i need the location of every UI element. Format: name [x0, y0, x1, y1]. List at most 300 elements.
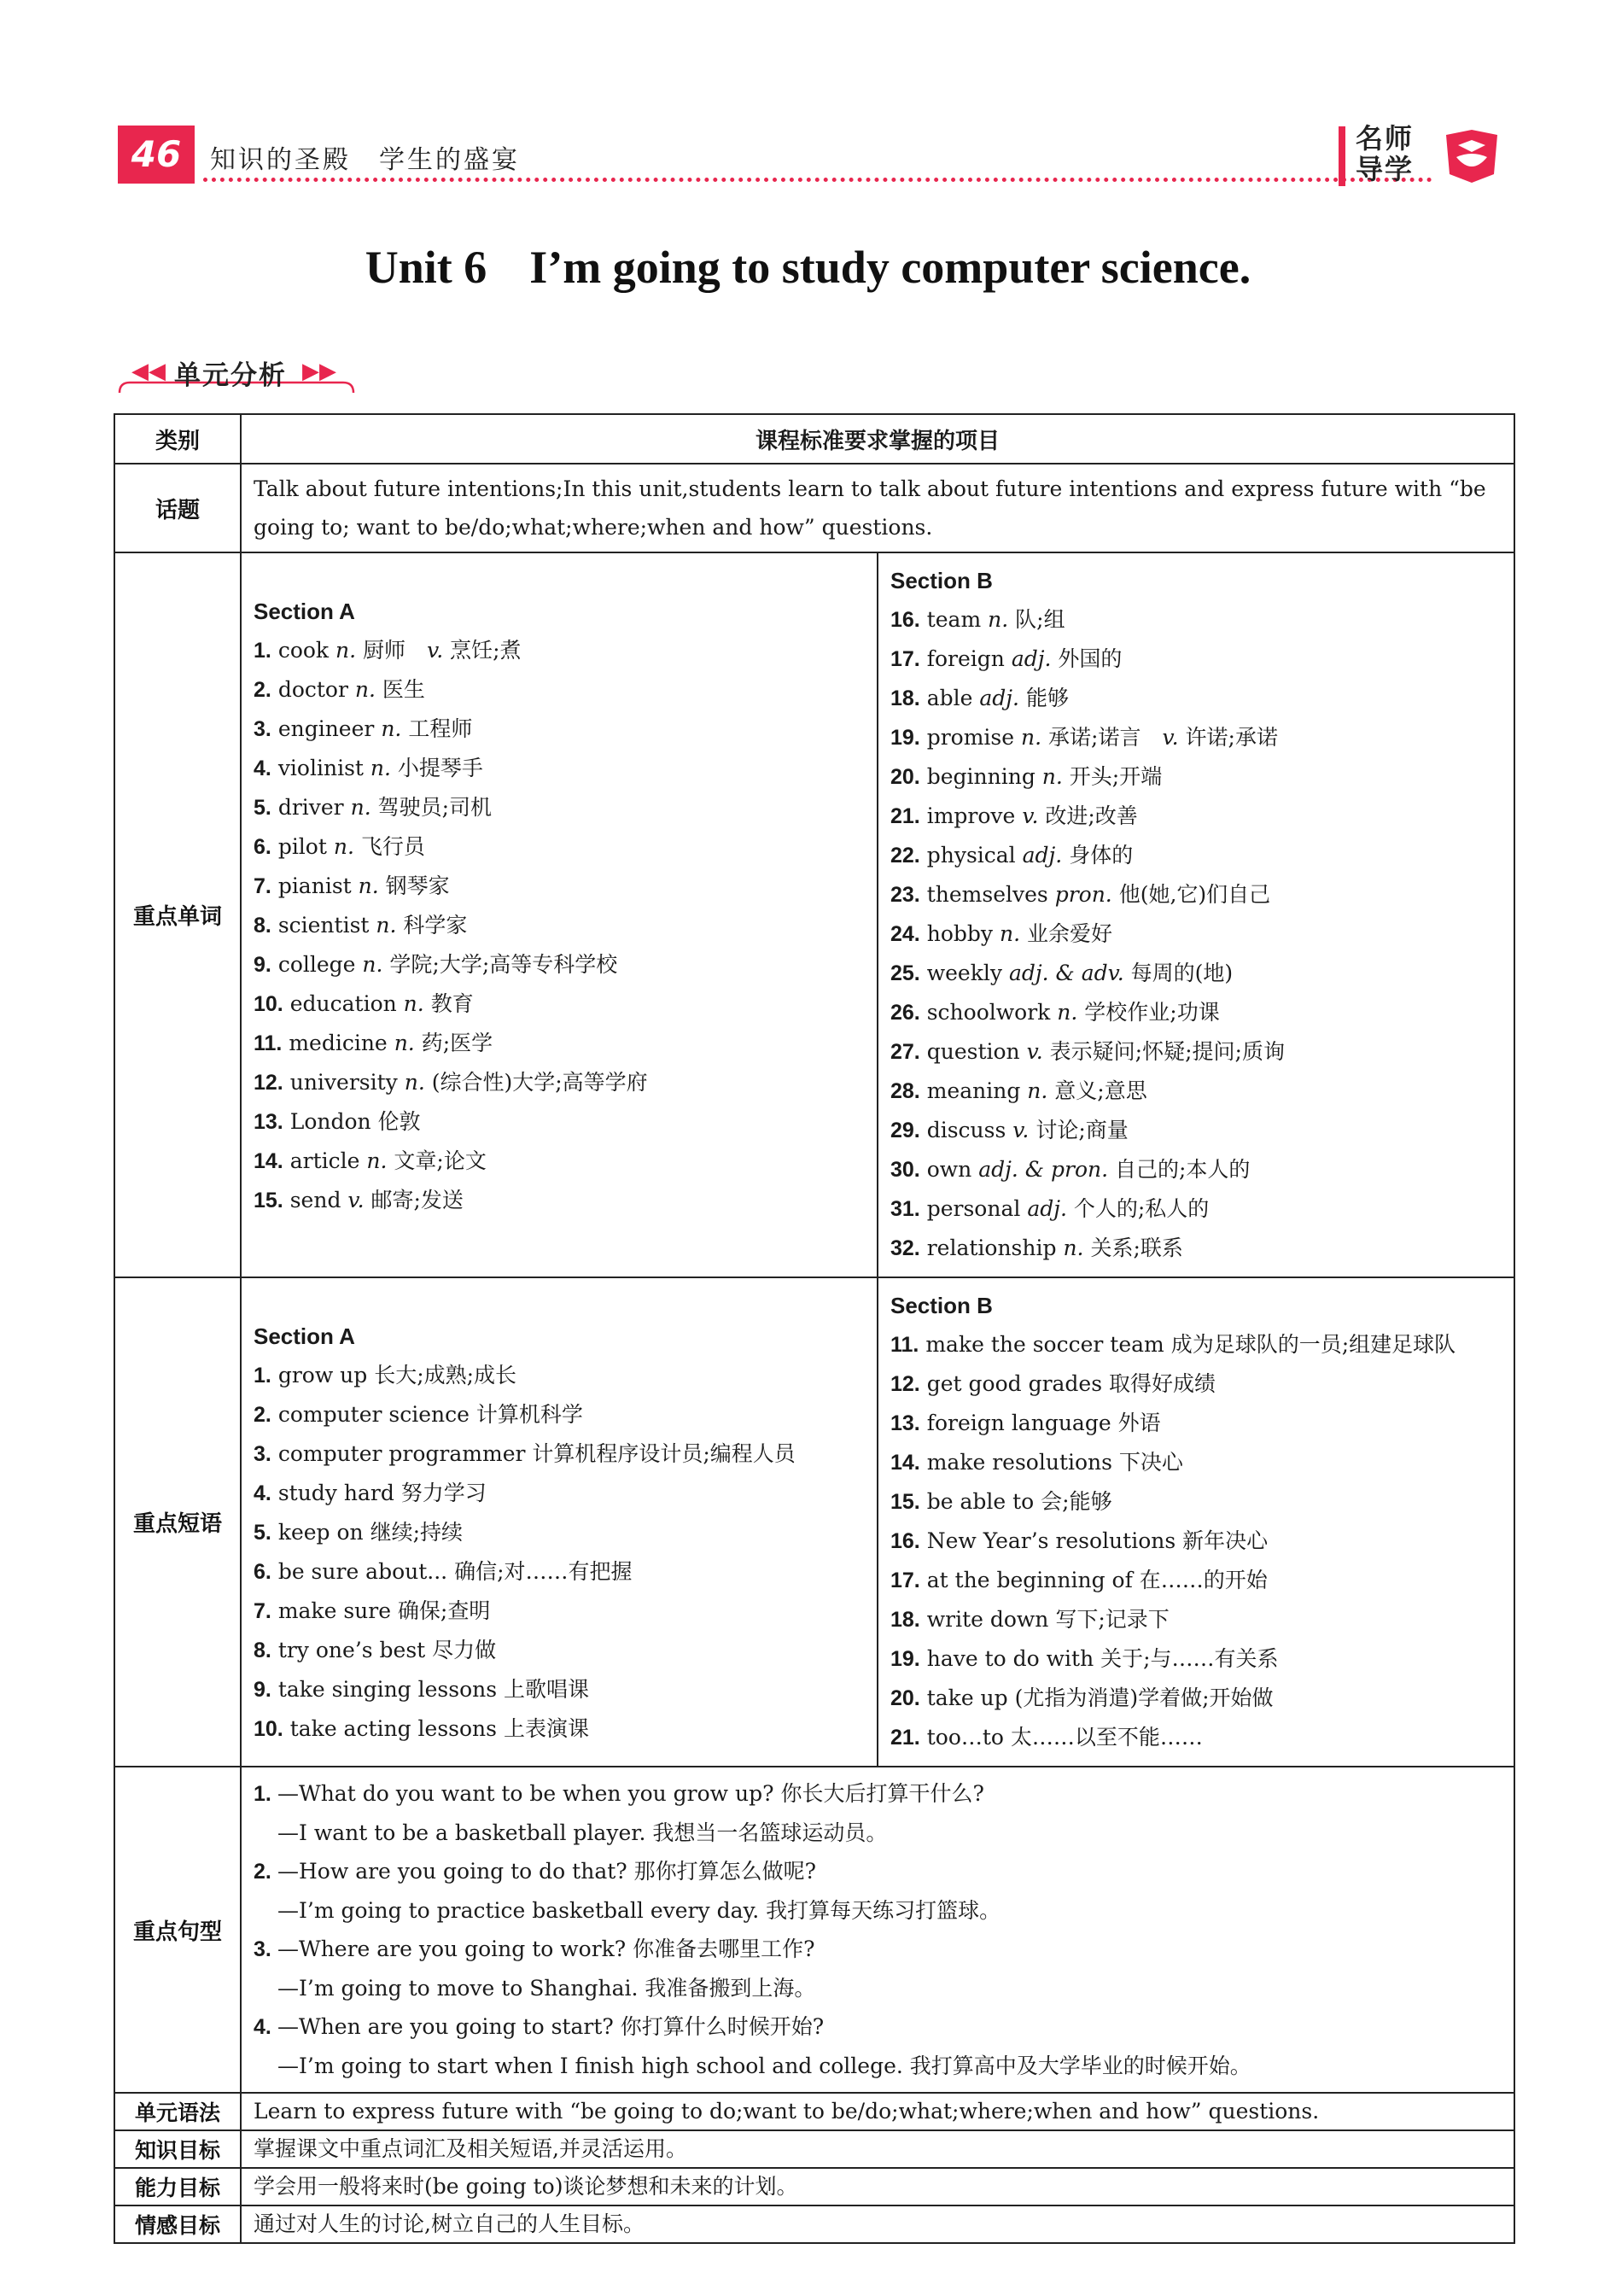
word-meaning: 队;组: [1015, 607, 1065, 632]
grammar-text: Learn to express future with “be going to do;want to be/do;what;where;when and how” questions.: [241, 2093, 1514, 2130]
word-item: [890, 836, 1502, 875]
word-pos: n.: [1063, 1236, 1084, 1260]
ability-label: 能力目标: [114, 2168, 241, 2205]
phrase-number: 19.: [890, 1647, 920, 1671]
phrase-item: [254, 1552, 865, 1592]
phrase-text: computer programmer 计算机程序设计员;编程人员: [277, 1441, 796, 1466]
sentence-text: —I’m going to practice basketball every day. 我打算每天练习打篮球。: [277, 1898, 1001, 1923]
sentences-content: [241, 1767, 1514, 2093]
phrase-item: [890, 1364, 1502, 1404]
topic-row: [114, 464, 1514, 552]
sentence-text: —I’m going to move to Shanghai. 我准备搬到上海。: [277, 1976, 816, 2001]
topic-label: 话题: [114, 464, 241, 552]
word-item: [254, 827, 865, 867]
phrase-text: take singing lessons 上歌唱课: [277, 1677, 590, 1702]
phrase-number: 4.: [254, 1481, 271, 1505]
words-section-a-title: Section A: [254, 599, 355, 624]
phrase-text: foreign language 外语: [926, 1411, 1161, 1435]
phrase-item: [890, 1443, 1502, 1482]
word-pos-2: v.: [1162, 725, 1179, 750]
ability-row: [114, 2168, 1514, 2205]
word-meaning: 教育: [430, 991, 474, 1016]
word-meaning: 文章;论文: [394, 1148, 487, 1173]
unit-title: [0, 241, 1616, 294]
word-item: [890, 797, 1502, 836]
word-pos: n.: [366, 1148, 388, 1173]
phrase-number: 14.: [890, 1451, 920, 1475]
word-pos: n.: [404, 1070, 425, 1095]
word-number: 11.: [254, 1031, 283, 1055]
table-header-row: [114, 414, 1514, 464]
phrase-text: try one’s best 尽力做: [277, 1638, 497, 1662]
sentences-row: [114, 1767, 1514, 2093]
word-pos: n.: [1027, 1078, 1048, 1103]
word-number: 6.: [254, 835, 271, 859]
word-number: 29.: [890, 1119, 920, 1142]
word-number: 9.: [254, 953, 271, 977]
words-section-b-title: Section B: [890, 568, 993, 593]
words-section-b: [878, 552, 1514, 1277]
word-pos: pron.: [1054, 882, 1112, 907]
phrase-item: [890, 1404, 1502, 1443]
sentence-line: [254, 2047, 1502, 2085]
word-number: 18.: [890, 686, 920, 710]
word-meaning: 学校作业;功课: [1084, 1000, 1220, 1025]
word-english: personal: [926, 1196, 1021, 1221]
word-item: [254, 945, 865, 984]
phrase-text: too…to 太……以至不能……: [926, 1725, 1203, 1750]
word-pos: n.: [370, 756, 391, 780]
col-items-header: 课程标准要求掌握的项目: [241, 414, 1514, 464]
word-meaning: 驾驶员;司机: [377, 795, 493, 820]
word-english: schoolwork: [926, 1000, 1051, 1025]
word-meaning: 邮寄;发送: [370, 1188, 464, 1212]
phrase-text: study hard 努力学习: [277, 1481, 487, 1505]
word-item: [890, 875, 1502, 914]
sentence-number: 1.: [254, 1782, 271, 1806]
phrases-label: 重点短语: [114, 1277, 241, 1767]
brand-logo: [1339, 121, 1501, 190]
word-meaning: 承诺;诺言: [1048, 725, 1163, 750]
word-english: college: [277, 952, 356, 977]
words-row: [114, 552, 1514, 1277]
word-item: [254, 1024, 865, 1063]
word-english: education: [289, 991, 397, 1016]
grammar-label: 单元语法: [114, 2093, 241, 2130]
word-meaning: 表示疑问;怀疑;提问;质询: [1049, 1039, 1285, 1064]
word-number: 17.: [890, 647, 920, 671]
word-meaning: 个人的;私人的: [1073, 1196, 1210, 1221]
phrase-number: 8.: [254, 1639, 271, 1662]
word-pos: adj.: [979, 686, 1019, 710]
word-number: 21.: [890, 804, 920, 828]
word-english: discuss: [926, 1118, 1006, 1142]
word-meaning: 身体的: [1069, 843, 1134, 868]
word-item: [254, 906, 865, 945]
word-english: doctor: [277, 677, 348, 702]
phrase-text: grow up 长大;成熟;成长: [277, 1363, 517, 1388]
word-english: meaning: [926, 1078, 1021, 1103]
page-number: 46: [118, 126, 195, 184]
phrase-item: [254, 1356, 865, 1395]
word-item: [890, 1229, 1502, 1268]
words-section-a-list: [254, 631, 865, 1220]
phrase-item: [254, 1434, 865, 1474]
brand-emblem-icon: [1441, 126, 1502, 186]
word-meaning-2: 烹饪;煮: [450, 638, 522, 663]
word-meaning: 外国的: [1058, 646, 1123, 671]
phrase-number: 15.: [890, 1490, 920, 1514]
phrase-item: [890, 1522, 1502, 1561]
emotion-row: [114, 2205, 1514, 2243]
section-label-banner: [113, 348, 360, 400]
phrase-item: [890, 1639, 1502, 1679]
word-meaning: (综合性)大学;高等学府: [431, 1070, 648, 1095]
word-number: 25.: [890, 961, 920, 985]
phrase-text: be sure about... 确信;对……有把握: [277, 1559, 633, 1584]
word-number: 24.: [890, 922, 920, 946]
word-meaning: 讨论;商量: [1036, 1118, 1129, 1142]
phrase-text: New Year’s resolutions 新年决心: [926, 1528, 1269, 1553]
word-item: [890, 600, 1502, 640]
word-meaning: 科学家: [403, 913, 468, 938]
word-pos: n.: [354, 677, 376, 702]
word-pos: n.: [1057, 1000, 1078, 1025]
col-category-header: 类别: [114, 414, 241, 464]
phrase-item: [890, 1600, 1502, 1639]
word-item: [890, 954, 1502, 993]
arrow-right-icon: ▶▶: [302, 359, 336, 384]
topic-text: Talk about future intentions;In this unit,students learn to talk about future intentions and express future with “be going to; want to be/do;what;where;when and how” questions.: [241, 464, 1514, 552]
phrase-item: [254, 1670, 865, 1709]
sentences-list: [254, 1774, 1502, 2085]
emotion-text: 通过对人生的讨论,树立自己的人生目标。: [241, 2205, 1514, 2243]
brand-line-1: 名师: [1356, 122, 1415, 155]
word-english: article: [289, 1148, 360, 1173]
word-item: [890, 993, 1502, 1032]
word-item: [254, 710, 865, 749]
sentence-number: 2.: [254, 1860, 271, 1884]
word-pos: n.: [335, 638, 357, 663]
word-meaning: 意义;意思: [1054, 1078, 1147, 1103]
word-item: [254, 867, 865, 906]
word-number: 12.: [254, 1071, 283, 1095]
word-english: London: [289, 1109, 371, 1134]
word-meaning: 自己的;本人的: [1115, 1157, 1251, 1182]
word-number: 4.: [254, 757, 271, 780]
word-item: [890, 1111, 1502, 1150]
word-english: violinist: [277, 756, 364, 780]
word-number: 7.: [254, 874, 271, 898]
word-pos: adj.: [1027, 1196, 1067, 1221]
word-pos: n.: [376, 913, 397, 938]
phrase-number: 6.: [254, 1560, 271, 1584]
sentence-text: —When are you going to start? 你打算什么时候开始?: [277, 2014, 825, 2039]
phrase-text: make the soccer team 成为足球队的一员;组建足球队: [925, 1332, 1456, 1357]
phrase-item: [254, 1631, 865, 1670]
word-item: [890, 1032, 1502, 1072]
word-pos: n.: [333, 834, 354, 859]
phrase-number: 3.: [254, 1442, 271, 1466]
phrase-number: 9.: [254, 1678, 271, 1702]
words-section-b-list: [890, 600, 1502, 1268]
sentence-line: [254, 2007, 1502, 2047]
word-number: 27.: [890, 1040, 920, 1064]
word-meaning-2: 许诺;承诺: [1185, 725, 1278, 750]
word-meaning: 改进;改善: [1045, 803, 1138, 828]
word-meaning: 工程师: [408, 716, 473, 741]
word-item: [254, 788, 865, 827]
word-meaning: 医生: [382, 677, 425, 702]
words-section-a: [241, 552, 878, 1277]
word-item: [890, 718, 1502, 757]
knowledge-text: 掌握课文中重点词汇及相关短语,并灵活运用。: [241, 2130, 1514, 2168]
sentence-line: [254, 1852, 1502, 1891]
word-item: [890, 757, 1502, 797]
word-number: 22.: [890, 844, 920, 868]
word-pos: n.: [394, 1031, 415, 1055]
phrases-row: [114, 1277, 1514, 1767]
word-pos: adj. & adv.: [1008, 961, 1124, 985]
word-english: able: [926, 686, 973, 710]
phrases-section-b-list: [890, 1325, 1502, 1757]
phrase-item: [890, 1482, 1502, 1522]
word-meaning: 开头;开端: [1069, 764, 1163, 789]
phrase-item: [890, 1718, 1502, 1757]
word-english: university: [289, 1070, 398, 1095]
phrase-number: 20.: [890, 1686, 920, 1710]
sentence-line: [254, 1930, 1502, 1969]
word-number: 13.: [254, 1110, 283, 1134]
phrase-text: write down 写下;记录下: [926, 1607, 1170, 1632]
word-english: engineer: [277, 716, 375, 741]
word-pos: v.: [1026, 1039, 1043, 1064]
word-pos: n.: [988, 607, 1009, 632]
word-english: themselves: [926, 882, 1048, 907]
word-pos: adj. & pron.: [978, 1157, 1109, 1182]
word-item: [890, 679, 1502, 718]
word-number: 3.: [254, 717, 271, 741]
word-number: 23.: [890, 883, 920, 907]
unit-name: I’m going to study computer science.: [529, 242, 1251, 293]
phrase-text: get good grades 取得好成绩: [926, 1371, 1216, 1396]
word-item: [254, 1181, 865, 1220]
word-english: beginning: [926, 764, 1036, 789]
unit-number: Unit 6: [365, 242, 487, 293]
word-english: own: [926, 1157, 972, 1182]
word-item: [254, 1142, 865, 1181]
word-english: pilot: [277, 834, 327, 859]
sentence-number: 4.: [254, 2015, 271, 2039]
phrase-text: take up (尤指为消遣)学着做;开始做: [926, 1685, 1274, 1710]
knowledge-label: 知识目标: [114, 2130, 241, 2168]
phrase-number: 13.: [890, 1411, 920, 1435]
phrase-item: [254, 1592, 865, 1631]
phrases-section-a: [241, 1277, 878, 1767]
sentence-number: 3.: [254, 1937, 271, 1961]
sentences-label: 重点句型: [114, 1767, 241, 2093]
sentence-text: —I want to be a basketball player. 我想当一名篮球运动员。: [277, 1820, 888, 1845]
word-meaning: 钢琴家: [385, 873, 450, 898]
word-meaning: 学院;大学;高等专科学校: [389, 952, 618, 977]
word-meaning: 小提琴手: [397, 756, 483, 780]
brand-text: [1356, 123, 1441, 184]
phrase-item: [254, 1474, 865, 1513]
phrase-number: 21.: [890, 1726, 920, 1750]
phrases-section-a-list: [254, 1356, 865, 1749]
sentence-line: [254, 1891, 1502, 1930]
brand-bar: [1339, 126, 1345, 186]
word-number: 10.: [254, 992, 283, 1016]
word-english: medicine: [289, 1031, 388, 1055]
phrase-number: 1.: [254, 1364, 271, 1388]
sentence-text: —I’m going to start when I finish high school and college. 我打算高中及大学毕业的时候开始。: [277, 2054, 1251, 2078]
word-meaning: 每周的(地): [1130, 961, 1234, 985]
word-english: foreign: [926, 646, 1005, 671]
word-number: 30.: [890, 1158, 920, 1182]
ability-text: 学会用一般将来时(be going to)谈论梦想和未来的计划。: [241, 2168, 1514, 2205]
word-meaning: 厨师: [363, 638, 428, 663]
word-english: physical: [926, 843, 1016, 868]
phrase-number: 11.: [890, 1333, 919, 1357]
phrase-number: 12.: [890, 1372, 920, 1396]
word-number: 1.: [254, 639, 271, 663]
word-pos: n.: [1041, 764, 1063, 789]
section-label-text: 单元分析: [174, 360, 287, 391]
word-item: [890, 1072, 1502, 1111]
unit-analysis-table: [114, 413, 1515, 2244]
phrase-text: keep on 继续;持续: [277, 1520, 464, 1545]
phrase-number: 2.: [254, 1403, 271, 1427]
word-number: 5.: [254, 796, 271, 820]
word-pos: n.: [1021, 725, 1042, 750]
word-number: 16.: [890, 608, 920, 632]
phrase-text: take acting lessons 上表演课: [289, 1716, 589, 1741]
word-number: 32.: [890, 1236, 920, 1260]
word-meaning: 药;医学: [421, 1031, 493, 1055]
arrow-left-icon: ◀◀: [131, 359, 166, 384]
phrase-text: computer science 计算机科学: [277, 1402, 583, 1427]
word-english: scientist: [277, 913, 370, 938]
word-pos: v.: [1022, 803, 1039, 828]
phrases-section-a-title: Section A: [254, 1323, 355, 1349]
word-number: 31.: [890, 1197, 920, 1221]
page-header: [118, 121, 1501, 190]
word-english: pianist: [277, 873, 352, 898]
word-item: [254, 1102, 865, 1142]
brand-line-2: 导学: [1356, 153, 1415, 185]
word-english: send: [289, 1188, 341, 1212]
phrase-item: [890, 1325, 1502, 1364]
word-english: cook: [277, 638, 330, 663]
phrase-number: 10.: [254, 1717, 283, 1741]
phrase-item: [890, 1561, 1502, 1600]
phrase-text: be able to 会;能够: [926, 1489, 1112, 1514]
word-meaning: 飞行员: [360, 834, 425, 859]
phrase-item: [254, 1513, 865, 1552]
phrase-number: 5.: [254, 1521, 271, 1545]
word-number: 28.: [890, 1079, 920, 1103]
sentence-line: [254, 1814, 1502, 1852]
word-english: hobby: [926, 921, 994, 946]
word-english: promise: [926, 725, 1015, 750]
word-number: 14.: [254, 1149, 283, 1173]
phrase-text: make sure 确保;查明: [277, 1598, 491, 1623]
word-pos: n.: [403, 991, 424, 1016]
words-label: 重点单词: [114, 552, 241, 1277]
word-english: weekly: [926, 961, 1002, 985]
phrase-number: 17.: [890, 1569, 920, 1592]
word-number: 15.: [254, 1189, 283, 1212]
emotion-label: 情感目标: [114, 2205, 241, 2243]
word-pos: n.: [381, 716, 402, 741]
word-english: driver: [277, 795, 344, 820]
word-meaning: 伦敦: [377, 1109, 421, 1134]
word-pos: n.: [350, 795, 371, 820]
phrase-item: [254, 1709, 865, 1749]
phrase-item: [254, 1395, 865, 1434]
grammar-row: [114, 2093, 1514, 2130]
phrases-section-b-title: Section B: [890, 1293, 993, 1318]
phrase-number: 7.: [254, 1599, 271, 1623]
word-number: 26.: [890, 1001, 920, 1025]
sentence-line: [254, 1969, 1502, 2007]
word-meaning: 他(她,它)们自己: [1118, 882, 1271, 907]
word-item: [890, 640, 1502, 679]
word-number: 2.: [254, 678, 271, 702]
word-english: relationship: [926, 1236, 1057, 1260]
word-pos-2: v.: [427, 638, 444, 663]
word-english: question: [926, 1039, 1020, 1064]
word-pos: adj.: [1011, 646, 1052, 671]
word-item: [890, 1150, 1502, 1189]
header-divider: [203, 178, 1432, 182]
word-meaning: 业余爱好: [1026, 921, 1112, 946]
word-pos: n.: [999, 921, 1021, 946]
word-meaning: 关系;联系: [1090, 1236, 1183, 1260]
sentence-line: [254, 1774, 1502, 1814]
header-slogan: 知识的圣殿 学生的盛宴: [210, 145, 520, 175]
word-pos: n.: [362, 952, 383, 977]
word-english: team: [926, 607, 982, 632]
knowledge-row: [114, 2130, 1514, 2168]
word-item: [254, 749, 865, 788]
word-number: 19.: [890, 726, 920, 750]
phrase-text: at the beginning of 在……的开始: [926, 1568, 1268, 1592]
word-pos: adj.: [1022, 843, 1063, 868]
sentence-text: —How are you going to do that? 那你打算怎么做呢?: [277, 1859, 817, 1884]
phrase-text: make resolutions 下决心: [926, 1450, 1183, 1475]
word-item: [254, 670, 865, 710]
word-item: [254, 984, 865, 1024]
word-number: 20.: [890, 765, 920, 789]
phrase-number: 18.: [890, 1608, 920, 1632]
word-number: 8.: [254, 914, 271, 938]
sentence-text: —What do you want to be when you grow up? 你长大后打算干什么?: [277, 1781, 984, 1806]
phrases-section-b: [878, 1277, 1514, 1767]
word-pos: v.: [347, 1188, 365, 1212]
word-item: [890, 1189, 1502, 1229]
word-item: [254, 631, 865, 670]
word-meaning: 能够: [1025, 686, 1069, 710]
word-item: [254, 1063, 865, 1102]
word-english: improve: [926, 803, 1016, 828]
word-item: [890, 914, 1502, 954]
phrase-text: have to do with 关于;与……有关系: [926, 1646, 1279, 1671]
phrase-number: 16.: [890, 1529, 920, 1553]
phrase-item: [890, 1679, 1502, 1718]
word-pos: n.: [358, 873, 379, 898]
